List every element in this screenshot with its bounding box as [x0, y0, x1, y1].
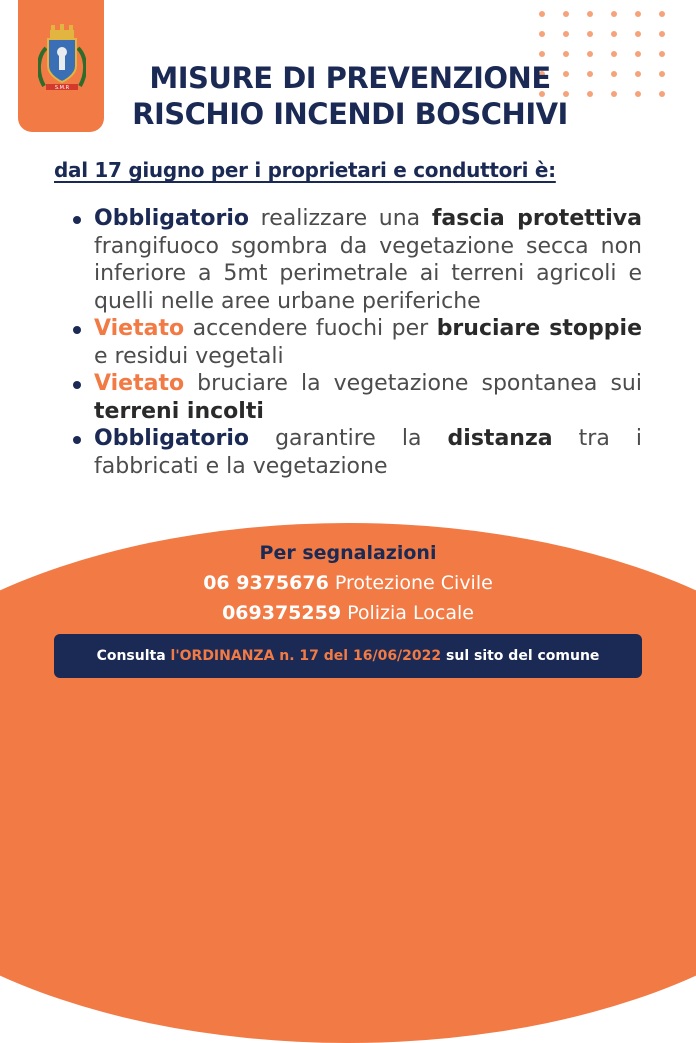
banner-text-pre: Consulta	[96, 648, 171, 664]
rule-emphasis: Obbligatorio	[94, 206, 250, 231]
phone-number[interactable]: 06 9375676	[203, 572, 329, 594]
rule-text: frangifuoco sgombra da vegetazione secca non inferiore a 5mt perimetrale ai terreni agricoli e quelli nelle aree urbane periferiche	[94, 233, 642, 314]
contacts-heading: Per segnalazioni	[259, 542, 437, 564]
rule-emphasis: Obbligatorio	[94, 426, 250, 451]
rule-text: e residui vegetali	[94, 343, 284, 369]
contact-line	[0, 568, 696, 598]
rule-text: accendere fuochi per	[184, 316, 437, 341]
contacts-section	[0, 538, 696, 628]
contact-label: Polizia Locale	[347, 602, 474, 624]
subtitle: dal 17 giugno per i proprietari e conduttori è:	[54, 158, 556, 182]
rule-item	[70, 205, 642, 315]
title-line-1: MISURE DI PREVENZIONE	[149, 61, 551, 95]
rule-item	[70, 315, 642, 370]
ordinance-link[interactable]: l'ORDINANZA n. 17 del 16/06/2022	[170, 648, 442, 664]
banner-text-post: sul sito del comune	[441, 648, 600, 664]
rule-emphasis: Vietato	[94, 316, 185, 341]
rule-emphasis: terreni incolti	[94, 398, 264, 424]
logo-panel	[18, 0, 104, 132]
phone-number[interactable]: 069375259	[222, 602, 342, 624]
page-title	[110, 60, 590, 132]
ordinance-banner	[54, 634, 642, 678]
rule-emphasis: distanza	[447, 426, 553, 451]
municipal-crest-icon	[38, 22, 86, 92]
crest-motto: S.M.R	[54, 85, 70, 91]
rule-emphasis: Vietato	[94, 371, 185, 396]
rule-text: tra i fabbricati e la vegetazione	[94, 426, 642, 479]
rule-text: bruciare la vegetazione spontanea sui	[184, 371, 642, 396]
rule-item	[70, 370, 642, 425]
rule-text: realizzare una	[249, 206, 432, 231]
title-line-2: RISCHIO INCENDI BOSCHIVI	[132, 97, 568, 131]
rule-emphasis: bruciare stoppie	[436, 316, 642, 341]
rule-text: garantire la	[249, 426, 448, 451]
rule-emphasis: fascia protettiva	[431, 206, 642, 231]
rules-list	[70, 205, 642, 480]
rule-item	[70, 425, 642, 480]
contact-line	[0, 598, 696, 628]
contact-label: Protezione Civile	[334, 572, 493, 594]
